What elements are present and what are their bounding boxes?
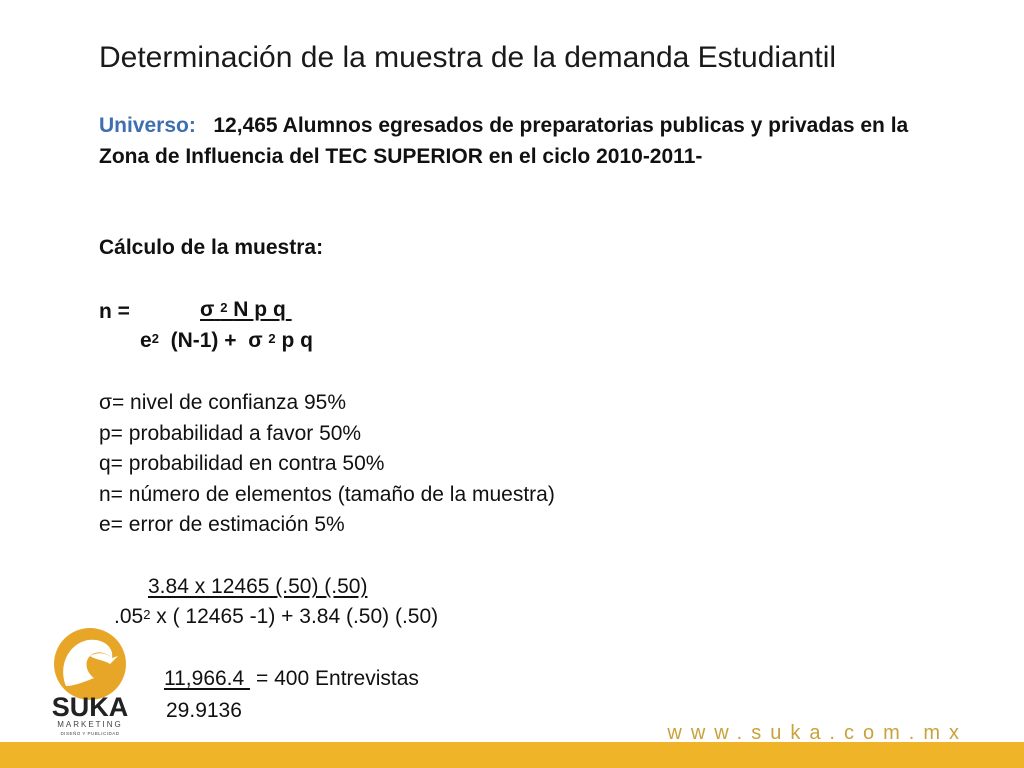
calculation-title: Cálculo de la muestra: [99, 236, 324, 259]
substitution-numerator: 3.84 x 12465 (.50) (.50) [148, 575, 368, 598]
definition-e: e= error de estimación 5% [99, 513, 345, 536]
logo-sub-text: MARKETING [57, 720, 123, 729]
formula-denominator: $e^2$ (N-1) + σ $^2$ p q [140, 329, 313, 352]
footer-bar [0, 742, 1024, 768]
result-line [148, 666, 419, 692]
result-denominator: 29.9136 [166, 699, 242, 722]
definitions-list [99, 388, 555, 541]
formula-numerator [200, 297, 292, 323]
definition-n: n= número de elementos (tamaño de la muestra) [99, 482, 555, 506]
formula-numerator-text: σ $^2$ N p q [200, 298, 286, 321]
definition-q: q= probabilidad en contra 50% [99, 452, 385, 475]
universe-paragraph [99, 110, 959, 172]
formula-lhs: n = [99, 300, 130, 323]
result-numerator: 11,966.4 [164, 667, 251, 690]
universe-text: 12,465 Alumnos egresados de preparatorias publicas y privadas en la Zona de Influencia del TEC SUPERIOR en el ciclo 2010-2011- [99, 114, 909, 168]
definition-p: p= probabilidad a favor 50% [99, 421, 362, 445]
website-text: www.suka.com.mx [667, 722, 968, 744]
result-equals: = 400 Entrevistas [256, 667, 419, 690]
suka-logo [44, 626, 136, 738]
substitution-denominator: $.05^2$ x ( 12465 -1) + 3.84 (.50) (.50) [114, 605, 439, 628]
logo-brand-text: SUKA [51, 692, 129, 722]
slide-title: Determinación de la muestra de la demanda Estudiantil [99, 41, 837, 74]
definition-sigma: σ= nivel de confianza 95% [99, 391, 347, 414]
universe-label: Universo: [99, 114, 196, 137]
logo-tag-text: DISEÑO Y PUBLICIDAD [60, 731, 120, 736]
